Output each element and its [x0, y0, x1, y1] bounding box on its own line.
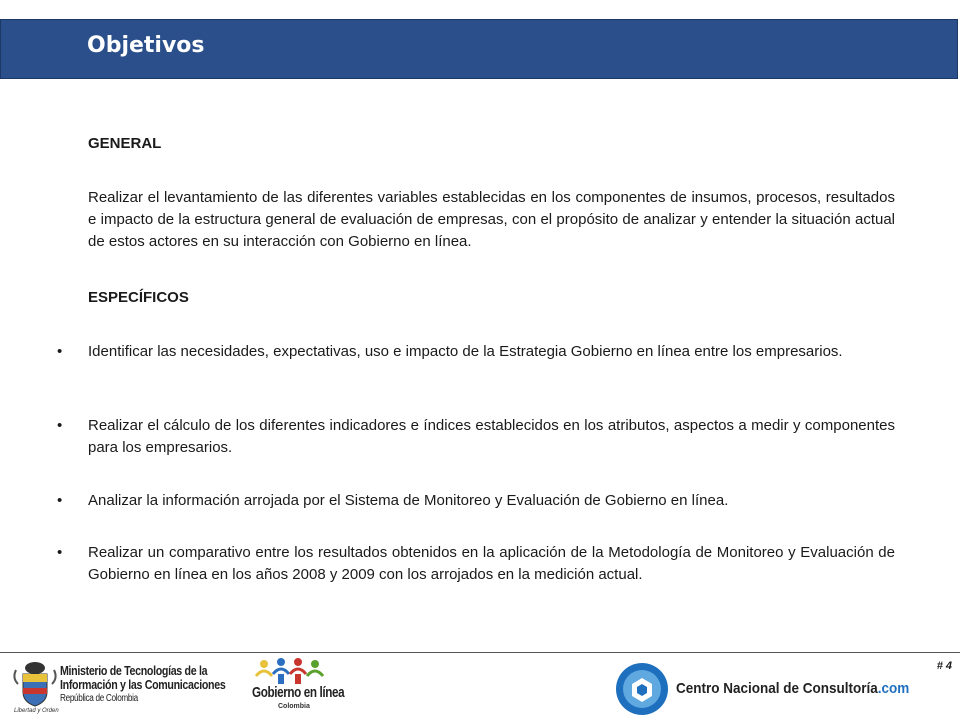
specific-item-4: Realizar un comparativo entre los resultados obtenidos en la aplicación de la Metodología de Monitoreo y Evaluación de Gobierno en línea en los años 2008 y 2009 con los arrojados en la medición actual.	[88, 544, 895, 583]
bullet-icon: •	[57, 544, 63, 561]
specific-item-2: Realizar el cálculo de los diferentes indicadores e índices establecidos en los atributos, aspectos a medir y componentes para los empresarios.	[88, 417, 895, 456]
specific-heading: ESPECÍFICOS	[88, 289, 189, 306]
ministry-line-1: Ministerio de Tecnologías de la	[60, 663, 208, 678]
bullet-icon: •	[57, 492, 63, 509]
page-title: Objetivos	[87, 33, 205, 58]
cnc-name: Centro Nacional de Consultoría	[676, 680, 878, 697]
ministry-logo-text	[60, 664, 257, 706]
gobierno-en-linea-logo-text: Gobierno en línea	[252, 684, 345, 701]
cnc-suffix: .com	[877, 680, 910, 697]
colombia-shield-icon	[12, 660, 58, 708]
page-number: # 4	[936, 660, 952, 672]
specific-item-3: Analizar la información arrojada por el Sistema de Monitoreo y Evaluación de Gobierno en línea.	[88, 492, 729, 509]
gobierno-en-linea-people-icon	[252, 656, 328, 686]
ministry-line-3: República de Colombia	[60, 693, 138, 704]
general-paragraph: Realizar el levantamiento de las diferentes variables establecidas en los componentes de insumos, procesos, resultados e impacto de la estructura general de evaluación de empresas, con el propósito de analizar y entender la situación actual de estos actores en su interacción con Gobierno en línea.	[88, 189, 895, 250]
bullet-icon: •	[57, 343, 63, 360]
gobierno-en-linea-country: Colombia	[278, 703, 310, 710]
footer-divider	[0, 652, 960, 653]
ministry-line-2: Información y las Comunicaciones	[60, 677, 226, 692]
bullet-icon: •	[57, 417, 63, 434]
general-heading: GENERAL	[88, 135, 162, 152]
specific-item-1: Identificar las necesidades, expectativas, uso e impacto de la Estrategia Gobierno en línea entre los empresarios.	[88, 343, 843, 360]
shield-caption: Libertad y Orden	[14, 708, 59, 714]
title-bar	[0, 19, 958, 79]
cnc-logo-icon	[614, 662, 670, 716]
cnc-logo-text	[676, 680, 909, 697]
